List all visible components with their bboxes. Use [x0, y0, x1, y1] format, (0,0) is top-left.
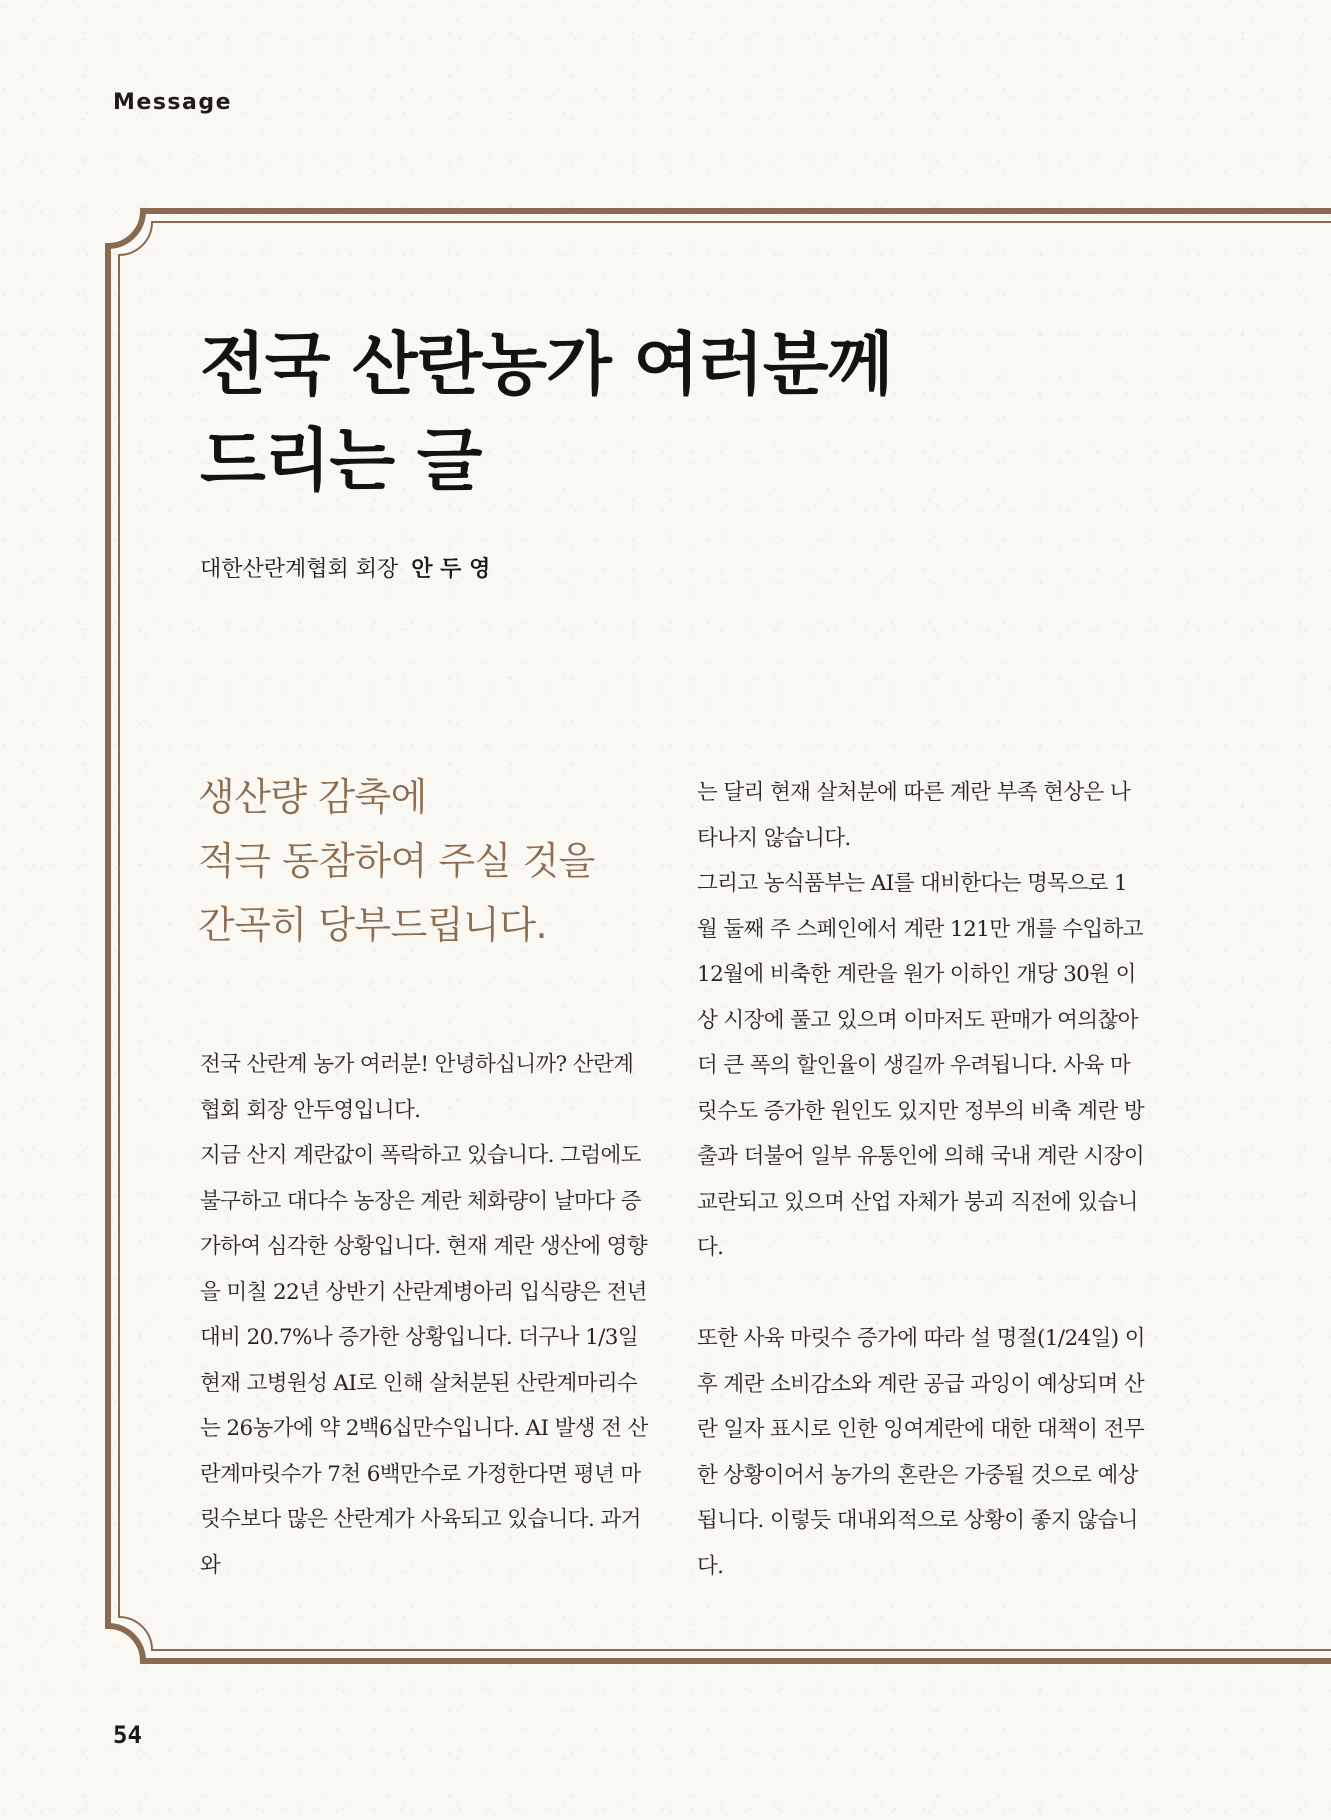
byline-author-name: 안 두 영 — [411, 557, 491, 582]
paragraph-spacer — [697, 1271, 1147, 1317]
body-paragraph: 는 달리 현재 살처분에 따른 계란 부족 현상은 나타나지 않습니다. — [697, 780, 1131, 851]
body-column-right — [697, 770, 1147, 1589]
page-number: 54 — [113, 1721, 142, 1749]
subhead-line-3: 간곡히 당부드립니다. — [198, 903, 548, 947]
body-column-left — [200, 1042, 650, 1588]
subhead-line-1: 생산량 감축에 — [198, 775, 427, 819]
title-line-1: 전국 산란농가 여러분께 — [200, 326, 893, 405]
body-paragraph: 전국 산란계 농가 여러분! 안녕하십니까? 산란계협회 회장 안두영입니다. — [200, 1052, 634, 1123]
section-label: Message — [113, 90, 233, 115]
byline-organization: 대한산란계협회 회장 — [200, 557, 399, 582]
subhead-line-2: 적극 동참하여 주실 것을 — [198, 839, 595, 883]
byline — [200, 552, 490, 583]
pull-quote-subhead — [198, 765, 595, 957]
body-paragraph: 지금 산지 계란값이 폭락하고 있습니다. 그럼에도 불구하고 대다수 농장은 계란 체화량이 날마다 증가하여 심각한 상황입니다. 현재 계란 생산에 영향을 미칠 22년 상반기 산란계병아리 입식량은 전년대비 20.7%나 증가한 상황입니다. 더구나 1/3일 현재 고병원성 AI로 인해 살처분된 산란계마리수는 26농가에 약 2백6십만수입니다. AI 발생 전 산란계마릿수가 7천 6백만수로 가정한다면 평년 마릿수보다 많은 산란계가 사육되고 있습니다. 과거와 — [200, 1143, 648, 1578]
title-line-2: 드리는 글 — [200, 422, 482, 501]
body-paragraph: 그리고 농식품부는 AI를 대비한다는 명목으로 1월 둘째 주 스페인에서 계란 121만 개를 수입하고 12월에 비축한 계란을 원가 이하인 개당 30원 이상 시장에 풀고 있으며 이마저도 판매가 여의찮아 더 큰 폭의 할인율이 생길까 우려됩니다. 사육 마릿수도 증가한 원인도 있지만 정부의 비축 계란 방출과 더불어 일부 유통인에 의해 국내 계란 시장이 교란되고 있으며 산업 자체가 붕괴 직전에 있습니다. — [697, 871, 1145, 1260]
article-title — [200, 318, 1000, 510]
body-paragraph: 또한 사육 마릿수 증가에 따라 설 명절(1/24일) 이후 계란 소비감소와 계란 공급 과잉이 예상되며 산란 일자 표시로 인한 잉여계란에 대한 대책이 전무한 상황이어서 농가의 혼란은 가중될 것으로 예상됩니다. 이렇듯 대내외적으로 상황이 좋지 않습니다. — [697, 1326, 1145, 1579]
